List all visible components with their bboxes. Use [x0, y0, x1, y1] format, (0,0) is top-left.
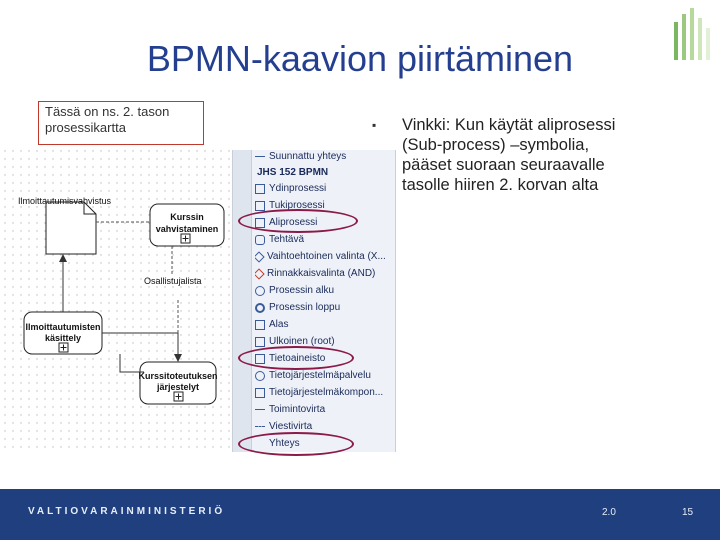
- connector-icon: [255, 156, 265, 157]
- palette-item-tukiprosessi[interactable]: Tukiprosessi: [255, 197, 393, 214]
- palette-item-suunnattu-yhteys[interactable]: Suunnattu yhteys: [255, 150, 393, 165]
- footer-organization: VALTIOVARAINMINISTERIÖ: [28, 506, 226, 517]
- tip-line4: tasolle hiiren 2. korvan alta: [402, 176, 599, 194]
- palette-item-tietojarjestelmapalvelu[interactable]: Tietojärjestelmäpalvelu: [255, 367, 393, 384]
- palette-item-ulkoinen[interactable]: Ulkoinen (root): [255, 333, 393, 350]
- process-diagram: [4, 150, 236, 450]
- node3-label-line2: järjestelyt: [156, 382, 200, 392]
- slide-title: BPMN-kaavion piirtäminen: [146, 38, 574, 79]
- end-event-icon: [255, 303, 265, 313]
- participants-label: Osallistujalista: [144, 276, 202, 286]
- palette-item-alas[interactable]: Alas: [255, 316, 393, 333]
- palette-item-prosessin-alku[interactable]: Prosessin alku: [255, 282, 393, 299]
- data-object-icon: [46, 202, 96, 254]
- palette-item-tietojarjestelmakomponentti[interactable]: Tietojärjestelmäkompon...: [255, 384, 393, 401]
- node2-label-line2: käsittely: [44, 333, 82, 343]
- xor-gateway-icon: [255, 251, 265, 262]
- bpmn-palette: [232, 150, 396, 452]
- bullet-square-icon: ▪: [372, 118, 377, 132]
- callout-line1: Tässä on ns. 2. tason: [45, 104, 170, 119]
- system-service-icon: [255, 371, 265, 381]
- start-event-icon: [255, 286, 265, 296]
- palette-item-tehtava[interactable]: Tehtävä: [255, 231, 393, 248]
- message-flow-icon: [255, 426, 265, 427]
- version-label: 2.0: [602, 507, 616, 518]
- tip-line1: Vinkki: Kun käytät aliprosessi: [402, 116, 616, 134]
- sequence-flow-icon: [255, 409, 265, 410]
- palette-item-aliprosessi[interactable]: Aliprosessi: [255, 214, 393, 231]
- palette-item-toimintovirta[interactable]: Toimintovirta: [255, 401, 393, 418]
- palette-item-viestivirta[interactable]: Viestivirta: [255, 418, 393, 435]
- highlight-ring-yhteys: [238, 432, 354, 456]
- highlight-ring-aliprosessi: [238, 209, 358, 233]
- palette-item-vaihtoehtoinen[interactable]: Vaihtoehtoinen valinta (X...: [255, 248, 393, 265]
- support-process-icon: [255, 201, 265, 211]
- palette-item-ydinprosessi[interactable]: Ydinprosessi: [255, 180, 393, 197]
- node2-label-line1: Ilmoittautumisten: [25, 322, 101, 332]
- system-component-icon: [255, 388, 265, 398]
- node3-label-line1: Kurssitoteutuksen: [138, 371, 218, 381]
- callout-box: [38, 101, 204, 145]
- tip-bullet: [372, 115, 692, 195]
- pool-icon: [255, 337, 265, 347]
- palette-header: JHS 152 BPMN: [257, 166, 329, 178]
- data-object-label: Ilmoittautumisvahvistus: [18, 196, 112, 206]
- node1-label-line2: vahvistaminen: [155, 224, 219, 234]
- palette-item-tietoaineisto[interactable]: Tietoaineisto: [255, 350, 393, 367]
- footer-bar: [0, 489, 720, 540]
- tip-line3: pääset suoraan seuraavalle: [402, 156, 605, 174]
- task-icon: [255, 235, 265, 245]
- callout-line2: prosessikartta: [45, 120, 126, 135]
- palette-item-prosessin-loppu[interactable]: Prosessin loppu: [255, 299, 393, 316]
- lane-icon: [255, 320, 265, 330]
- palette-item-rinnakkais[interactable]: Rinnakkaisvalinta (AND): [255, 265, 393, 282]
- palette-scrollbar[interactable]: [233, 150, 252, 452]
- highlight-ring-tietoaineisto: [238, 346, 354, 370]
- node1-label-line1: Kurssin: [170, 212, 204, 222]
- page-number: 15: [682, 507, 694, 518]
- and-gateway-icon: [255, 268, 265, 279]
- core-process-icon: [255, 184, 265, 194]
- tip-line2: (Sub-process) –symbolia,: [402, 136, 590, 154]
- palette-item-yhteys[interactable]: Yhteys: [255, 435, 393, 452]
